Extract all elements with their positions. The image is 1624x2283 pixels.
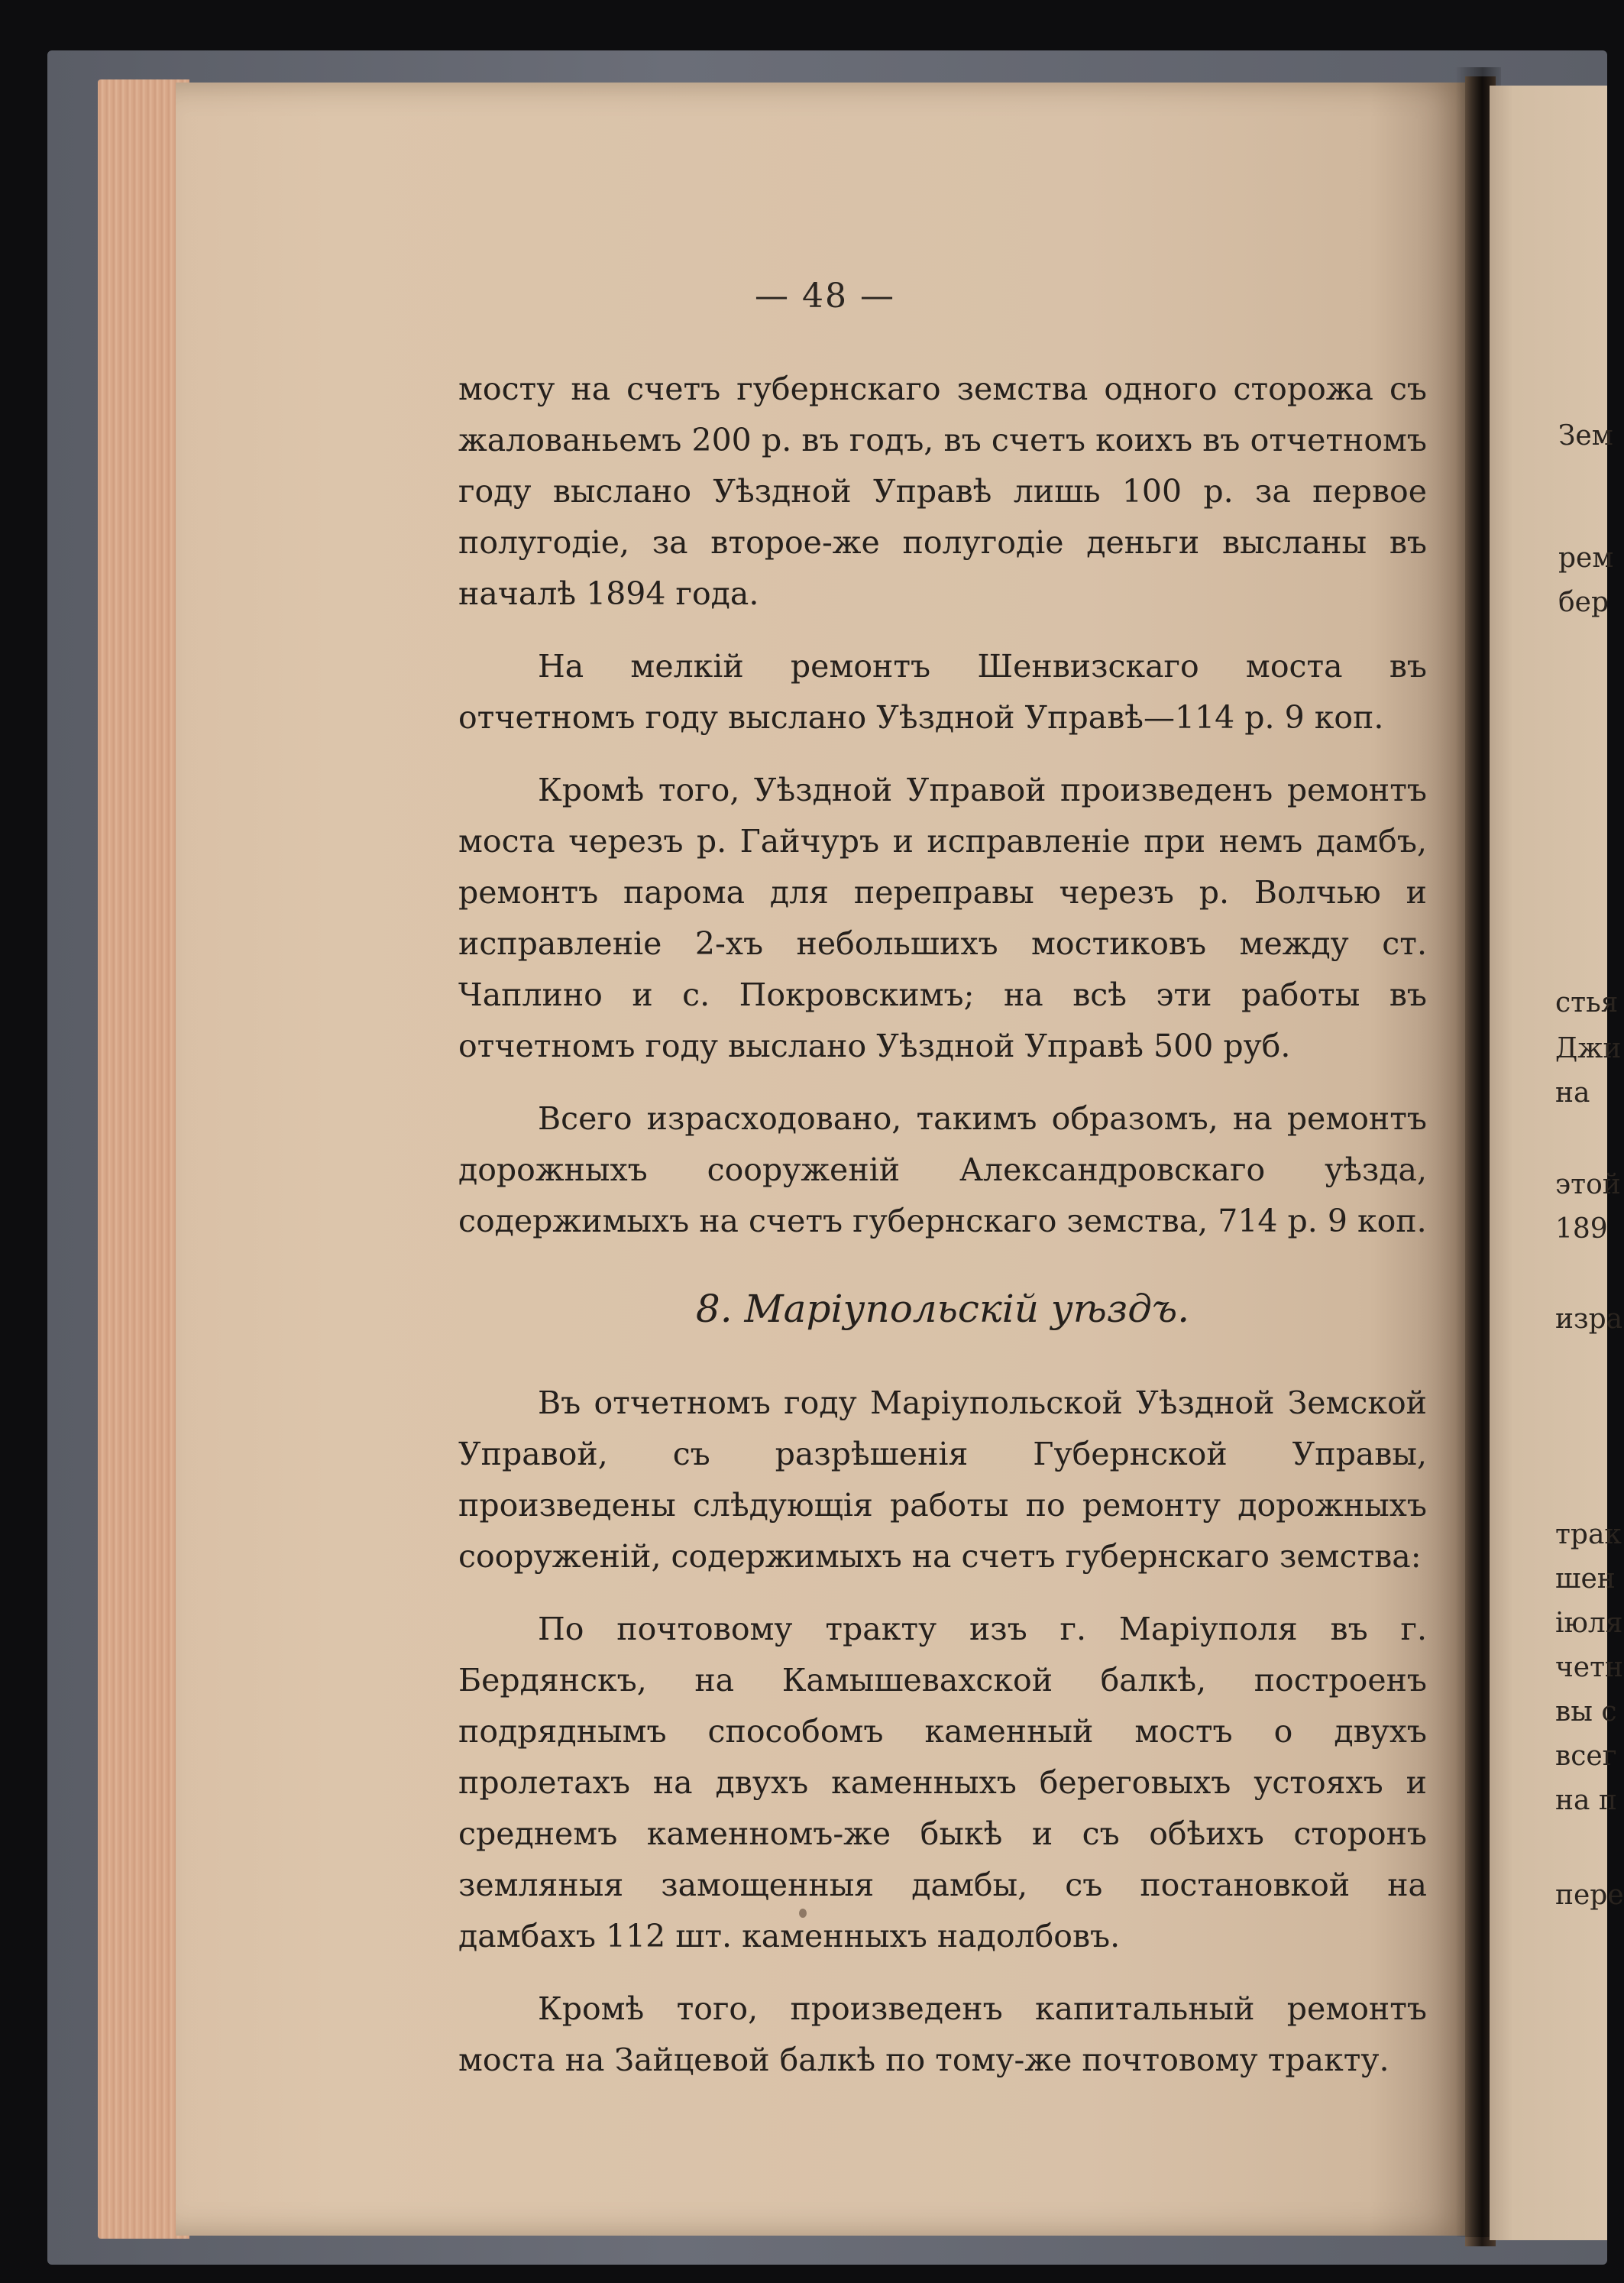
- facing-page-fragment: пере: [1555, 1880, 1624, 1911]
- paper-blemish: [799, 1909, 807, 1918]
- facing-page-fragment: на п: [1555, 1785, 1617, 1816]
- paragraph: Кромѣ того, произведенъ капитальный ремонтъ моста на Зайцевой балкѣ по тому-же почтовому тракту.: [458, 1990, 1427, 2078]
- paragraph: Кромѣ того, Уѣздной Управой произведенъ ремонтъ моста черезъ р. Гайчуръ и исправленіе при немъ дамбъ, ремонтъ парома для переправы черезъ р. Волчью и исправленіе 2-хъ небольшихъ мостиковъ между ст. Чаплино и с. Покровскимъ; на всѣ эти работы въ отчетномъ году выслано Уѣздной Управѣ 500 руб.: [458, 772, 1427, 1064]
- facing-page-fragment: четн: [1555, 1652, 1624, 1683]
- facing-page-fragment: стья: [1555, 987, 1619, 1018]
- facing-page-fragment: Джи: [1555, 1033, 1622, 1064]
- facing-page-fragment: этой: [1555, 1169, 1621, 1200]
- paragraph: мосту на счетъ губернскаго земства одного сторожа съ жалованьемъ 200 р. въ годъ, въ счетъ коихъ въ отчетномъ году выслано Уѣздной Управѣ лишь 100 р. за первое полугодіе, за второе-же полугодіе деньги высланы въ началѣ 1894 года.: [458, 371, 1427, 612]
- section-heading: 8. Маріупольскій уѣздъ.: [695, 1287, 1190, 1331]
- facing-page-fragment: трак: [1555, 1519, 1622, 1550]
- page-number: — 48 —: [755, 277, 895, 316]
- facing-page-fragment: іюля: [1555, 1608, 1623, 1639]
- paragraph: Въ отчетномъ году Маріупольской Уѣздной Земской Управой, съ разрѣшенія Губернской Управы, произведены слѣдующія работы по ремонту дорожныхъ сооруженій, содержимыхъ на счетъ губернскаго земства:: [458, 1384, 1427, 1575]
- facing-page-fragment: на: [1555, 1077, 1590, 1109]
- facing-page-fragment: вы с: [1555, 1696, 1617, 1728]
- facing-page-fragment: изра: [1555, 1303, 1623, 1335]
- facing-page-fragment: всег: [1555, 1741, 1617, 1772]
- facing-page-fragment: рем: [1558, 542, 1614, 574]
- facing-page-fragment: шен: [1555, 1563, 1616, 1595]
- facing-page: [1490, 86, 1624, 2240]
- facing-page-fragment: бер: [1558, 587, 1609, 618]
- page-body: [458, 364, 1427, 2107]
- paragraph: Всего израсходовано, такимъ образомъ, на ремонтъ дорожныхъ сооруженій Александровскаго уѣзда, содержимыхъ на счетъ губернскаго земства, 714 р. 9 коп.: [458, 1100, 1427, 1239]
- paragraph: По почтовому тракту изъ г. Маріуполя въ г. Бердянскъ, на Камышевахской балкѣ, построенъ подряднымъ способомъ каменный мостъ о двухъ пролетахъ на двухъ каменныхъ береговыхъ устояхъ и среднемъ каменномъ-же быкѣ и съ обѣихъ сторонъ земляныя замощенныя дамбы, съ постановкой на дамбахъ 112 шт. каменныхъ надолбовъ.: [458, 1611, 1427, 1954]
- facing-page-fragment: Зем: [1558, 420, 1613, 452]
- facing-page-fragment: 189: [1555, 1213, 1608, 1245]
- paragraph: На мелкій ремонтъ Шенвизскаго моста въ отчетномъ году выслано Уѣздной Управѣ—114 р. 9 коп.: [458, 648, 1427, 736]
